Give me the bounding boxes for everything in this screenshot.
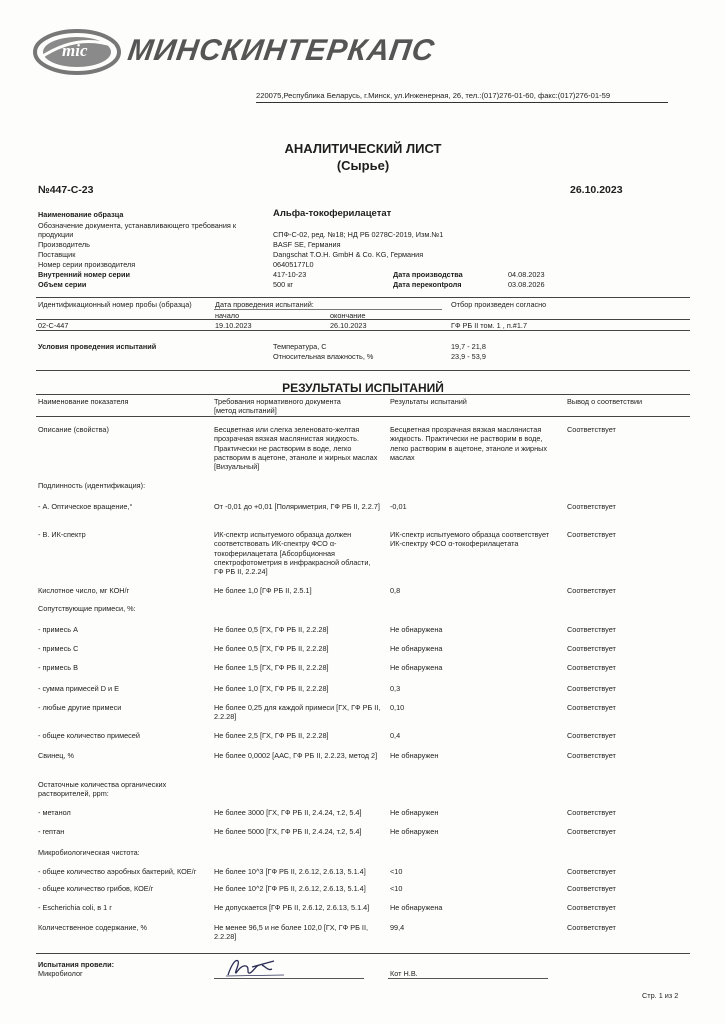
row-requirement: Не более 10^3 [ГФ РБ II, 2.6.12, 2.6.13, 5.1.4]	[214, 867, 366, 876]
row-requirement: Не более 0,5 [ГХ, ГФ РБ II, 2.2.28]	[214, 644, 329, 653]
row-conclusion: Соответствует	[567, 586, 616, 595]
row-name: - общее количество грибов, КОЕ/г	[38, 884, 154, 893]
row-requirement: Не более 1,0 [ГФ РБ II, 2.5.1]	[214, 586, 312, 595]
prod-date-value: 04.08.2023	[508, 270, 545, 279]
recheck-value: 03.08.2026	[508, 280, 545, 289]
row-name: - общее количество примесей	[38, 731, 140, 740]
row-requirement: Не более 3000 [ГХ, ГФ РБ II, 2.4.24, т.2, 5.4]	[214, 808, 362, 817]
row-requirement: ИК-спектр испытуемого образца должен соответствовать ИК-спектру ФСО α-токоферилацетата [Абсорбционная спектрофотометрия в инфракрасной области, ГФ РБ II, 2.2.24]	[214, 530, 371, 577]
doc-number: №447-С-23	[38, 184, 94, 196]
row-conclusion: Соответствует	[567, 502, 616, 511]
tester-role: Микробиолог	[38, 969, 83, 978]
end-value: 26.10.2023	[330, 321, 367, 330]
producer-value: BASF SE, Германия	[273, 240, 341, 249]
row-result: Не обнаружена	[390, 625, 443, 634]
row-conclusion: Соответствует	[567, 425, 616, 434]
row-conclusion: Соответствует	[567, 867, 616, 876]
row-result: 99,4	[390, 923, 405, 932]
row-name: Описание (свойства)	[38, 425, 109, 434]
row-requirement: От -0,01 до +0,01 [Поляриметрия, ГФ РБ II, 2.2.7]	[214, 502, 380, 511]
row-result: -0,01	[390, 502, 407, 511]
volume-label: Объем серии	[38, 280, 87, 289]
start-value: 19.10.2023	[215, 321, 252, 330]
row-name: Подлинность (идентификация):	[38, 481, 146, 490]
row-name: - В. ИК-спектр	[38, 530, 86, 539]
row-name: - любые другие примеси	[38, 703, 122, 712]
selection-label: Отбор произведен согласно	[451, 300, 547, 309]
row-requirement: Не более 10^2 [ГФ РБ II, 2.6.12, 2.6.13, 5.1.4]	[214, 884, 366, 893]
row-name: - примесь А	[38, 625, 78, 634]
producer-series-value: 06405177L0	[273, 260, 314, 269]
row-requirement: Не допускается [ГФ РБ II, 2.6.12, 2.6.13, 5.1.4]	[214, 903, 370, 912]
page-number: Стр. 1 из 2	[642, 991, 679, 1000]
results-title: РЕЗУЛЬТАТЫ ИСПЫТАНИЙ	[282, 381, 444, 395]
row-requirement: Не более 1,0 [ГХ, ГФ РБ II, 2.2.28]	[214, 684, 329, 693]
company-address: 220075,Республика Беларусь, г.Минск, ул.Инженерная, 26, тел.:(017)276-01-60, факс:(017)276-01-59	[256, 91, 611, 100]
row-name: Сопутствующие примеси, %:	[38, 604, 136, 613]
row-conclusion: Соответствует	[567, 663, 616, 672]
row-name: - сумма примесей D и Е	[38, 684, 120, 693]
row-result: Не обнаружена	[390, 903, 443, 912]
row-name: Кислотное число, мг КОН/г	[38, 586, 130, 595]
row-conclusion: Соответствует	[567, 530, 616, 539]
row-requirement: Не более 0,5 [ГХ, ГФ РБ II, 2.2.28]	[214, 625, 329, 634]
tested-by-label: Испытания провели:	[38, 960, 115, 969]
row-result: <10	[390, 867, 403, 876]
signature	[222, 955, 286, 979]
humidity-value: 23,9 - 53,9	[451, 352, 486, 361]
row-conclusion: Соответствует	[567, 731, 616, 740]
row-name: Микробиологическая чистота:	[38, 848, 140, 857]
producer-series-label: Номер серии производителя	[38, 260, 136, 269]
row-requirement: Не более 5000 [ГХ, ГФ РБ II, 2.4.24, т.2, 5.4]	[214, 827, 362, 836]
producer-label: Производитель	[38, 240, 90, 249]
doc-value: СПФ-С-02, ред. №18; НД РБ 0278С-2019, Изм.№1	[273, 230, 444, 239]
row-conclusion: Соответствует	[567, 751, 616, 760]
recheck-label: Дата перекontроля	[393, 280, 462, 289]
temp-label: Температура, С	[273, 342, 327, 351]
conditions-label: Условия проведения испытаний	[38, 342, 157, 351]
row-conclusion: Соответствует	[567, 625, 616, 634]
row-conclusion: Соответствует	[567, 884, 616, 893]
sample-name-label: Наименование образца	[38, 210, 124, 219]
col-result-header: Результаты испытаний	[390, 397, 467, 406]
col-conclusion-header: Вывод о соответствии	[567, 397, 643, 406]
row-requirement: Бесцветная или слегка зеленовато-желтая прозрачная вязкая маслянистая жидкость. Практически не растворим в воде, легко растворим в ацетоне, этаноле и жирных маслах [Визуальный]	[214, 425, 378, 472]
row-conclusion: Соответствует	[567, 808, 616, 817]
row-name: Остаточные количества органических растворителей, ppm:	[38, 780, 167, 799]
row-result: 0,8	[390, 586, 401, 595]
row-result: Не обнаружена	[390, 644, 443, 653]
row-name: - метанол	[38, 808, 71, 817]
humidity-label: Относительная влажность, %	[273, 352, 374, 361]
doc-date: 26.10.2023	[570, 184, 623, 196]
row-name: Свинец, %	[38, 751, 75, 760]
row-name: Количественное содержание, %	[38, 923, 148, 932]
row-name: - примесь С	[38, 644, 79, 653]
col-method-header: [метод испытаний]	[214, 406, 277, 415]
row-requirement: Не более 0,25 для каждой примеси [ГХ, ГФ РБ II, 2.2.28]	[214, 703, 381, 722]
col-req-header: Требования нормативного документа	[214, 397, 341, 406]
sample-name-value: Альфа-токоферилацетат	[273, 208, 392, 219]
sample-id-label: Идентификационный номер пробы (образца)	[38, 300, 192, 309]
row-result: Не обнаружен	[390, 808, 439, 817]
row-result: <10	[390, 884, 403, 893]
temp-value: 19,7 - 21,8	[451, 342, 486, 351]
tester-name: Кот Н.В.	[390, 969, 418, 978]
row-conclusion: Соответствует	[567, 703, 616, 712]
doc-title: АНАЛИТИЧЕСКИЙ ЛИСТ	[284, 141, 442, 156]
doc-subtitle: (Сырье)	[336, 158, 390, 173]
row-name: - гептан	[38, 827, 65, 836]
row-requirement: Не более 1,5 [ГХ, ГФ РБ II, 2.2.28]	[214, 663, 329, 672]
company-name: МИНСКИНТЕРКАПС	[125, 34, 437, 67]
row-result: 0,4	[390, 731, 401, 740]
col-name-header: Наименование показателя	[38, 397, 129, 406]
logo-abbr: mic	[62, 41, 88, 60]
row-requirement: Не более 0,0002 [ААС, ГФ РБ II, 2.2.23, метод 2]	[214, 751, 378, 760]
row-conclusion: Соответствует	[567, 644, 616, 653]
supplier-value: Dangschat T.O.H. GmbH & Co. KG, Германия	[273, 250, 424, 259]
row-name: - А. Оптическое вращение,°	[38, 502, 133, 511]
start-label: начало	[215, 311, 240, 320]
row-name: - Escherichia coli, в 1 г	[38, 903, 112, 912]
row-result: 0,3	[390, 684, 401, 693]
test-dates-label: Дата проведения испытаний:	[215, 300, 314, 309]
row-name: - примесь В	[38, 663, 78, 672]
row-conclusion: Соответствует	[567, 684, 616, 693]
selection-value: ГФ РБ II том. 1 , п.#1.7	[451, 321, 528, 330]
row-result: Не обнаружена	[390, 663, 443, 672]
row-result: 0,10	[390, 703, 405, 712]
end-label: окончание	[330, 311, 366, 320]
supplier-label: Поставщик	[38, 250, 76, 259]
internal-series-value: 417-10-23	[273, 270, 307, 279]
doc-label-1: Обозначение документа, устанавливающего требования к	[38, 221, 237, 230]
row-conclusion: Соответствует	[567, 923, 616, 932]
row-conclusion: Соответствует	[567, 903, 616, 912]
row-name: - общее количество аэробных бактерий, КОЕ/г	[38, 867, 197, 876]
volume-value: 500 кг	[273, 280, 294, 289]
row-conclusion: Соответствует	[567, 827, 616, 836]
internal-series-label: Внутренний номер серии	[38, 270, 130, 279]
row-requirement: Не менее 96,5 и не более 102,0 [ГХ, ГФ РБ II, 2.2.28]	[214, 923, 369, 942]
prod-date-label: Дата производства	[393, 270, 463, 279]
sample-id-value: 02-С-447	[38, 321, 69, 330]
row-result: Не обнаружен	[390, 751, 439, 760]
row-result: Бесцветная прозрачная вязкая маслянистая жидкость. Практически не растворим в воде, легко растворим в ацетоне, этаноле и жирных маслах	[390, 425, 548, 462]
row-result: Не обнаружен	[390, 827, 439, 836]
row-result: ИК-спектр испытуемого образца соответствует ИК-спектру ФСО α-токоферилацетата	[390, 530, 550, 549]
company-logo	[32, 28, 122, 76]
doc-label-2: продукции	[38, 230, 74, 239]
row-requirement: Не более 2,5 [ГХ, ГФ РБ II, 2.2.28]	[214, 731, 329, 740]
